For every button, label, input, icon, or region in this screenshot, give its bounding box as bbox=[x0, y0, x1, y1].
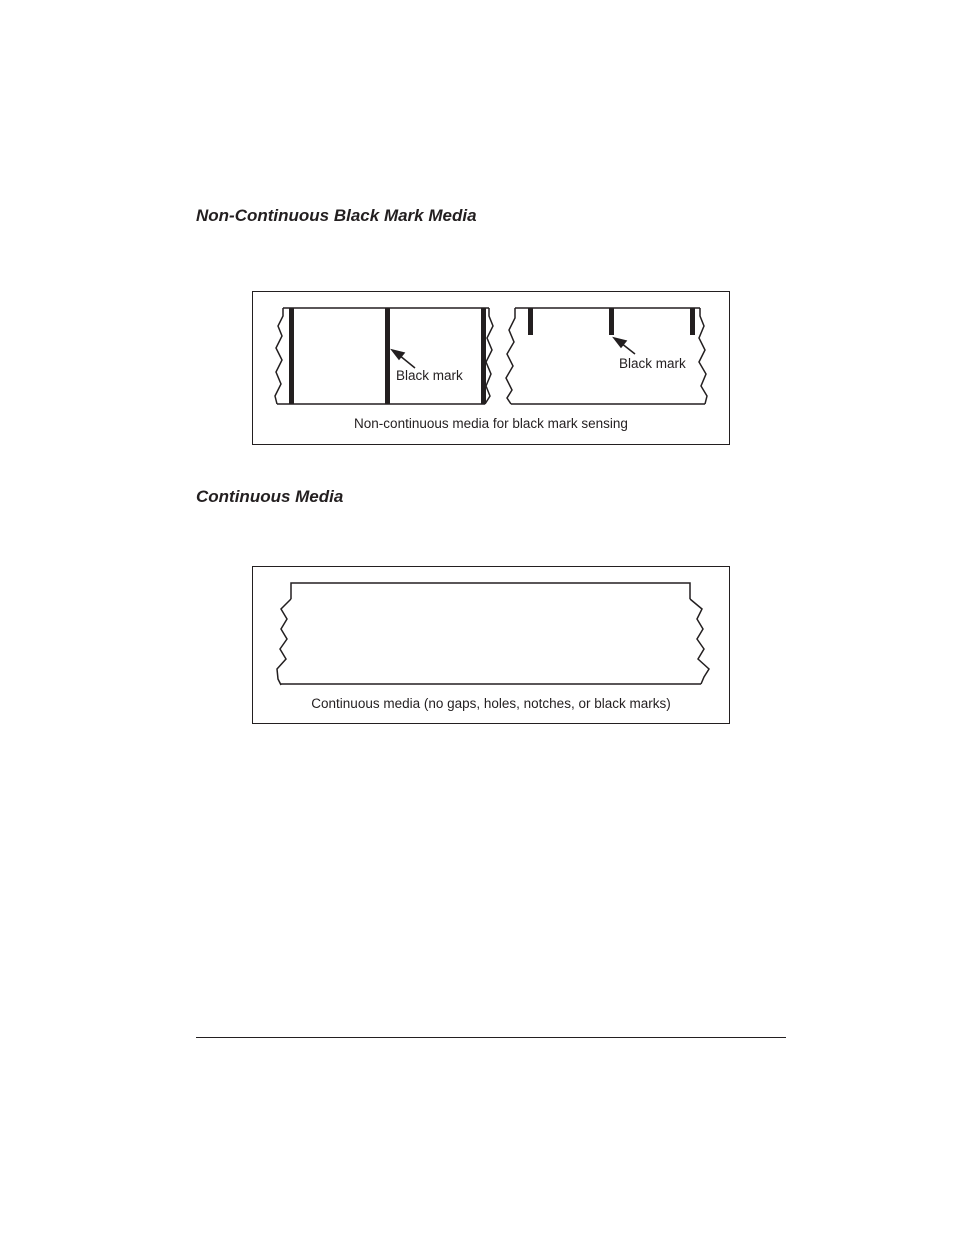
black-mark-bar bbox=[690, 308, 695, 335]
footer-rule bbox=[196, 1037, 786, 1038]
tear-edge-right bbox=[699, 308, 707, 404]
section-title-continuous-media: Continuous Media bbox=[196, 487, 344, 506]
tear-edge-left bbox=[506, 308, 515, 404]
black-mark-label: Black mark bbox=[619, 356, 686, 371]
figure-caption: Non-continuous media for black mark sensing bbox=[354, 416, 628, 431]
black-mark-bar bbox=[481, 308, 486, 404]
tear-edge-left bbox=[275, 308, 283, 404]
arrow-left bbox=[392, 350, 415, 368]
tear-edge-right bbox=[485, 308, 493, 404]
section-title-black-mark-media: Non-Continuous Black Mark Media bbox=[196, 206, 477, 225]
tear-edge-left bbox=[277, 599, 291, 685]
strip-top-edge bbox=[291, 583, 690, 599]
black-mark-bar bbox=[385, 308, 390, 404]
figure-continuous-media bbox=[252, 566, 730, 724]
black-mark-bar bbox=[609, 308, 614, 335]
black-mark-bar bbox=[528, 308, 533, 335]
black-mark-bar bbox=[289, 308, 294, 404]
figure-caption: Continuous media (no gaps, holes, notches, or black marks) bbox=[311, 696, 671, 711]
full-black-marks bbox=[289, 308, 486, 404]
short-black-marks bbox=[528, 308, 695, 335]
media-strip-continuous bbox=[277, 583, 709, 685]
arrow-right bbox=[614, 338, 635, 354]
figure-black-mark-media bbox=[252, 291, 730, 445]
media-strip-full-marks bbox=[275, 308, 493, 404]
tear-edge-right bbox=[690, 599, 709, 684]
black-mark-label: Black mark bbox=[396, 368, 463, 383]
